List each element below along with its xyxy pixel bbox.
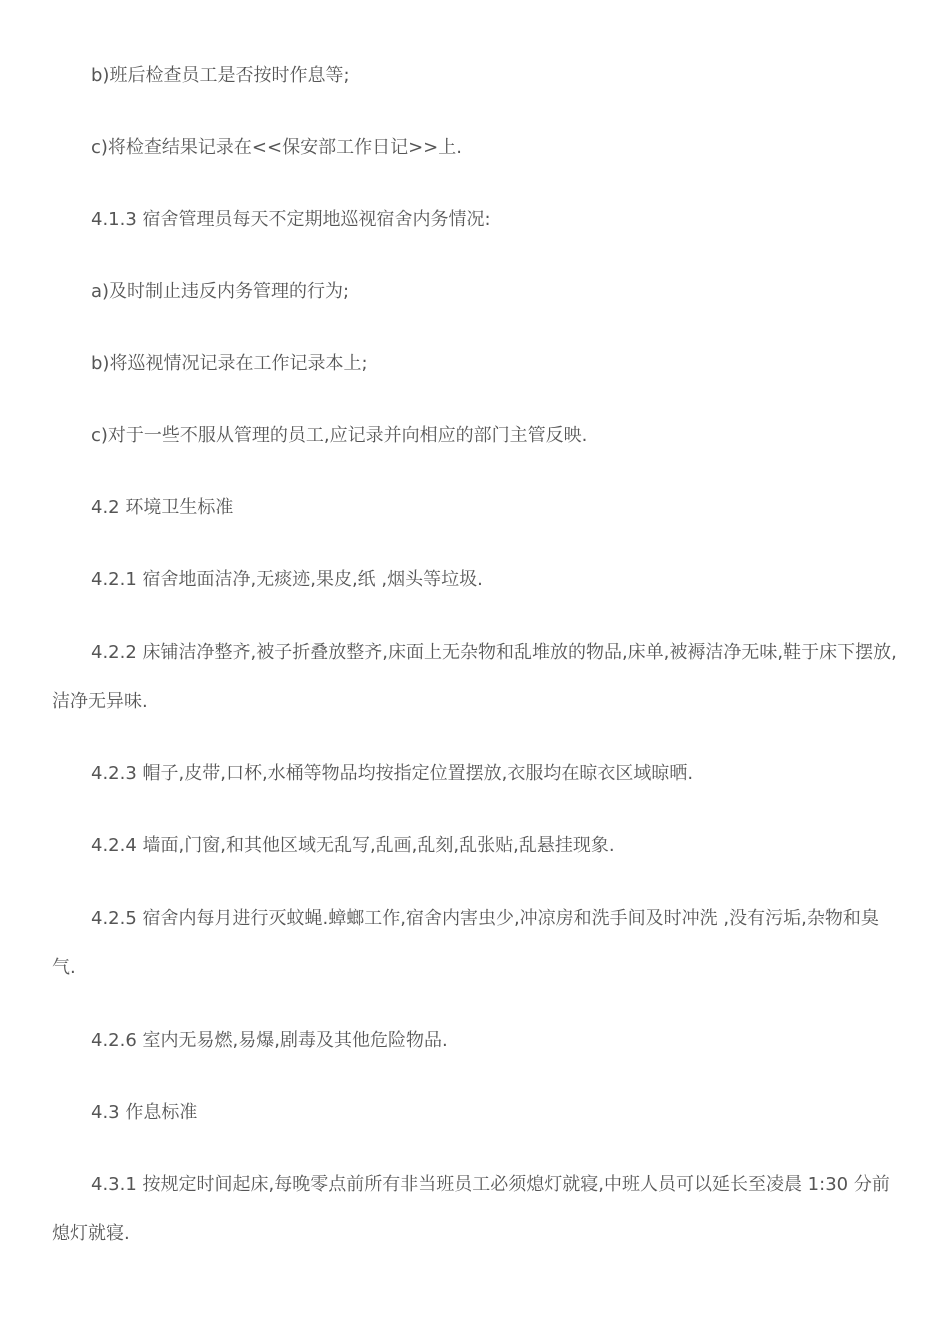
paragraph-b-after-shift-check: b)班后检查员工是否按时作息等; [91,65,350,86]
paragraph-4-2-2: 4.2.2 床铺洁净整齐,被子折叠放整齐,床面上无杂物和乱堆放的物品,床单,被褥洁净无味,鞋于床下摆放,洁净无异味. [52,642,897,712]
paragraph-c-report-noncompliance: c)对于一些不服从管理的员工,应记录并向相应的部门主管反映. [91,425,588,446]
paragraph-4-2-1: 4.2.1 宿舍地面洁净,无痰迹,果皮,纸 ,烟头等垃圾. [91,569,483,590]
paragraph-4-2-6: 4.2.6 室内无易燃,易爆,剧毒及其他危险物品. [91,1030,448,1051]
heading-4-3: 4.3 作息标准 [91,1102,198,1123]
paragraph-4-2-4: 4.2.4 墙面,门窗,和其他区域无乱写,乱画,乱刻,乱张贴,乱悬挂现象. [91,835,615,856]
paragraph-4-2-3: 4.2.3 帽子,皮带,口杯,水桶等物品均按指定位置摆放,衣服均在晾衣区域晾晒. [91,763,694,784]
heading-4-2: 4.2 环境卫生标准 [91,497,234,518]
paragraph-c-record-results: c)将检查结果记录在<<保安部工作日记>>上. [91,137,462,158]
paragraph-a-stop-violations: a)及时制止违反内务管理的行为; [91,281,350,302]
paragraph-4-1-3: 4.1.3 宿舍管理员每天不定期地巡视宿舍内务情况: [91,209,491,230]
paragraph-b-record-patrol: b)将巡视情况记录在工作记录本上; [91,353,368,374]
paragraph-4-2-5: 4.2.5 宿舍内每月进行灭蚊蝇.蟑螂工作,宿舍内害虫少,冲凉房和洗手间及时冲洗 ,没有污垢,杂物和臭气. [52,908,879,978]
paragraph-4-3-1: 4.3.1 按规定时间起床,每晚零点前所有非当班员工必须熄灯就寝,中班人员可以延长至凌晨 1:30 分前熄灯就寝. [52,1174,890,1244]
